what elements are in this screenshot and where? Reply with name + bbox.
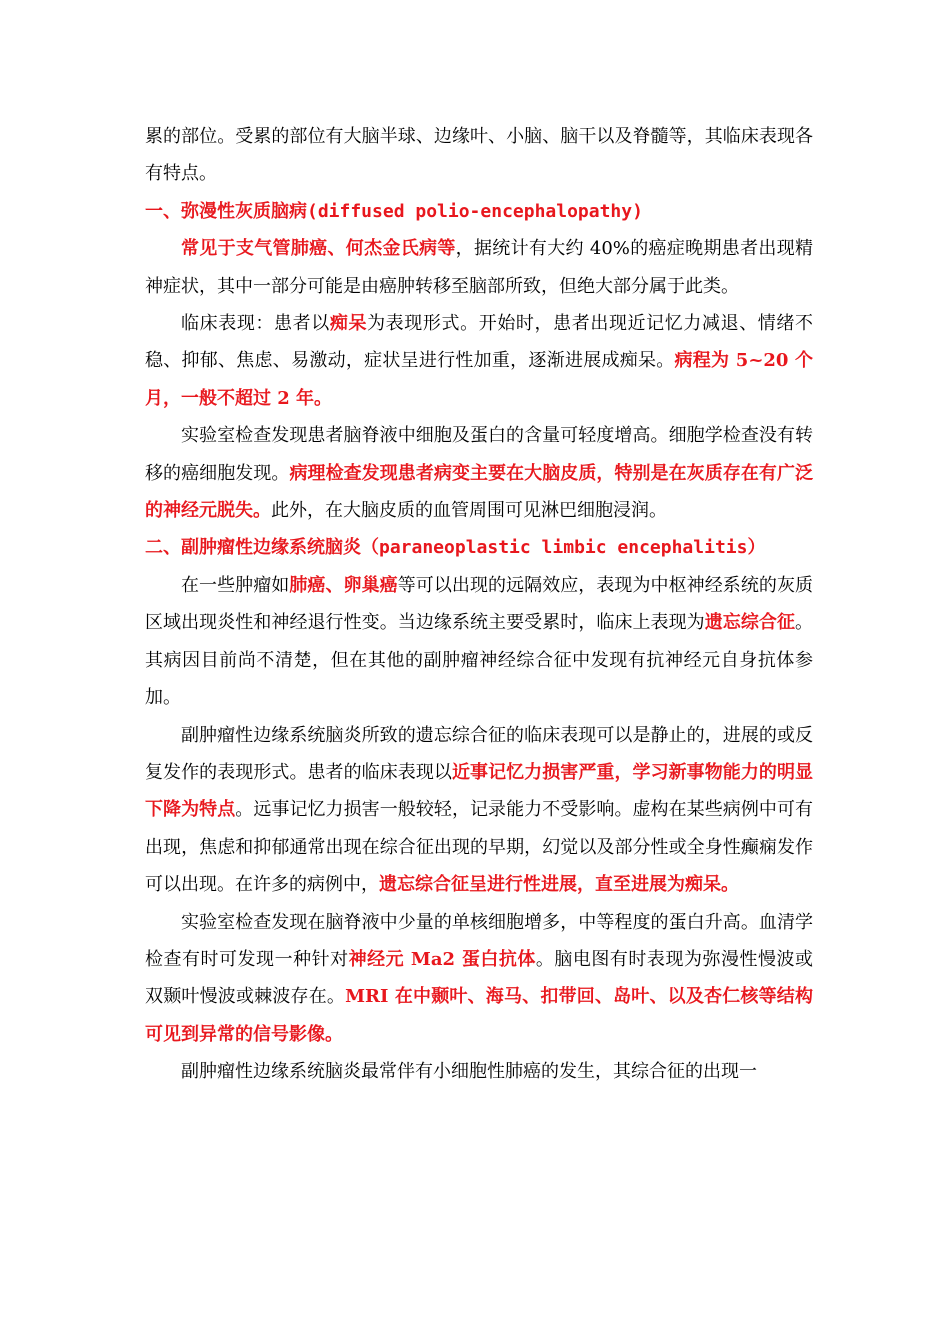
body-paragraph bbox=[145, 904, 813, 1054]
highlighted-text-run: 近事记忆力损害严重，学习新事物能力的明显下降为特点 bbox=[145, 761, 814, 821]
document-body bbox=[145, 118, 813, 1091]
text-run: 此外，在大脑皮质的血管周围可见淋巴细胞浸润。 bbox=[271, 500, 667, 522]
section-heading bbox=[145, 193, 813, 230]
highlighted-text-run: 痴呆 bbox=[329, 313, 368, 335]
highlighted-text-run: 常见于支气管肺癌、何杰金氏病等 bbox=[181, 238, 456, 260]
text-run: 。其病因目前尚不清楚，但在其他的副肿瘤神经综合征中发现有抗神经元自身抗体参加。 bbox=[145, 612, 813, 709]
highlighted-text-run: MRI 在中颞叶、海马、扣带回、岛叶、以及杏仁核等结构可见到异常的信号影像。 bbox=[145, 986, 813, 1045]
highlighted-text-run: (diffused polio-encephalopathy) bbox=[307, 200, 643, 222]
highlighted-text-run: ） bbox=[747, 537, 766, 559]
text-run: 副肿瘤性边缘系统脑炎所致的遗忘综合征的临床表现可以是静止的，进展的或反复发作的表现形式。患者的临床表现以 bbox=[145, 724, 813, 783]
highlighted-text-run: 二、副肿瘤性边缘系统脑炎（ bbox=[145, 537, 379, 559]
body-paragraph bbox=[145, 417, 813, 529]
text-run: 为表现形式。开始时，患者出现近记忆力减退、情绪不稳、抑郁、焦虑、易激动，症状呈进行性加重，逐渐进展成痴呆。 bbox=[145, 313, 814, 372]
text-run: 副肿瘤性边缘系统脑炎最常伴有小细胞性肺癌的发生，其综合征的出现一 bbox=[181, 1061, 757, 1083]
body-paragraph bbox=[145, 118, 813, 193]
highlighted-text-run: 一、弥漫性灰质脑病 bbox=[145, 200, 307, 222]
highlighted-text-run: paraneoplastic limbic encephalitis bbox=[379, 537, 748, 559]
text-run: ，据统计有大约 40%的癌症晚期患者出现精神症状，其中一部分可能是由癌肿转移至脑部所致，但绝大部分属于此类。 bbox=[145, 238, 813, 297]
section-heading bbox=[145, 529, 813, 566]
text-run: 。脑电图有时表现为弥漫性慢波或双颞叶慢波或棘波存在。 bbox=[145, 948, 814, 1008]
highlighted-text-run: 神经元 Ma2 蛋白抗体 bbox=[348, 948, 536, 970]
text-run: 等可以出现的远隔效应，表现为中枢神经系统的灰质区域出现炎性和神经退行性变。当边缘系统主要受累时，临床上表现为 bbox=[145, 574, 814, 634]
highlighted-text-run: 遗忘综合征呈进行性进展，直至进展为痴呆。 bbox=[379, 874, 739, 896]
text-run: 。远事记忆力损害一般较轻，记录能力不受影响。虚构在某些病例中可有出现，焦虑和抑郁通常出现在综合征出现的早期，幻觉以及部分性或全身性癫痫发作可以出现。在许多的病例中， bbox=[145, 799, 814, 896]
body-paragraph bbox=[145, 567, 813, 717]
highlighted-text-run: 病理检查发现患者病变主要在大脑皮质，特别是在灰质存在有广泛的神经元脱失。 bbox=[145, 462, 814, 522]
text-run: 累的部位。受累的部位有大脑半球、边缘叶、小脑、脑干以及脊髓等，其临床表现各有特点。 bbox=[145, 126, 813, 185]
text-run: 实验室检查发现患者脑脊液中细胞及蛋白的含量可轻度增高。细胞学检查没有转移的癌细胞发现。 bbox=[145, 425, 813, 484]
highlighted-text-run: 遗忘综合征 bbox=[704, 612, 795, 634]
highlighted-text-run: 病程为 5~20 个月，一般不超过 2 年。 bbox=[145, 350, 813, 409]
body-paragraph bbox=[145, 717, 813, 904]
text-run: 在一些肿瘤如 bbox=[181, 574, 290, 596]
body-paragraph bbox=[145, 230, 813, 305]
body-paragraph bbox=[145, 305, 813, 417]
text-run: 实验室检查发现在脑脊液中少量的单核细胞增多，中等程度的蛋白升高。血清学检查有时可发现一种针对 bbox=[145, 911, 813, 970]
text-run: 临床表现：患者以 bbox=[181, 313, 330, 335]
highlighted-text-run: 肺癌、卵巢癌 bbox=[289, 574, 398, 596]
body-paragraph bbox=[145, 1053, 813, 1090]
